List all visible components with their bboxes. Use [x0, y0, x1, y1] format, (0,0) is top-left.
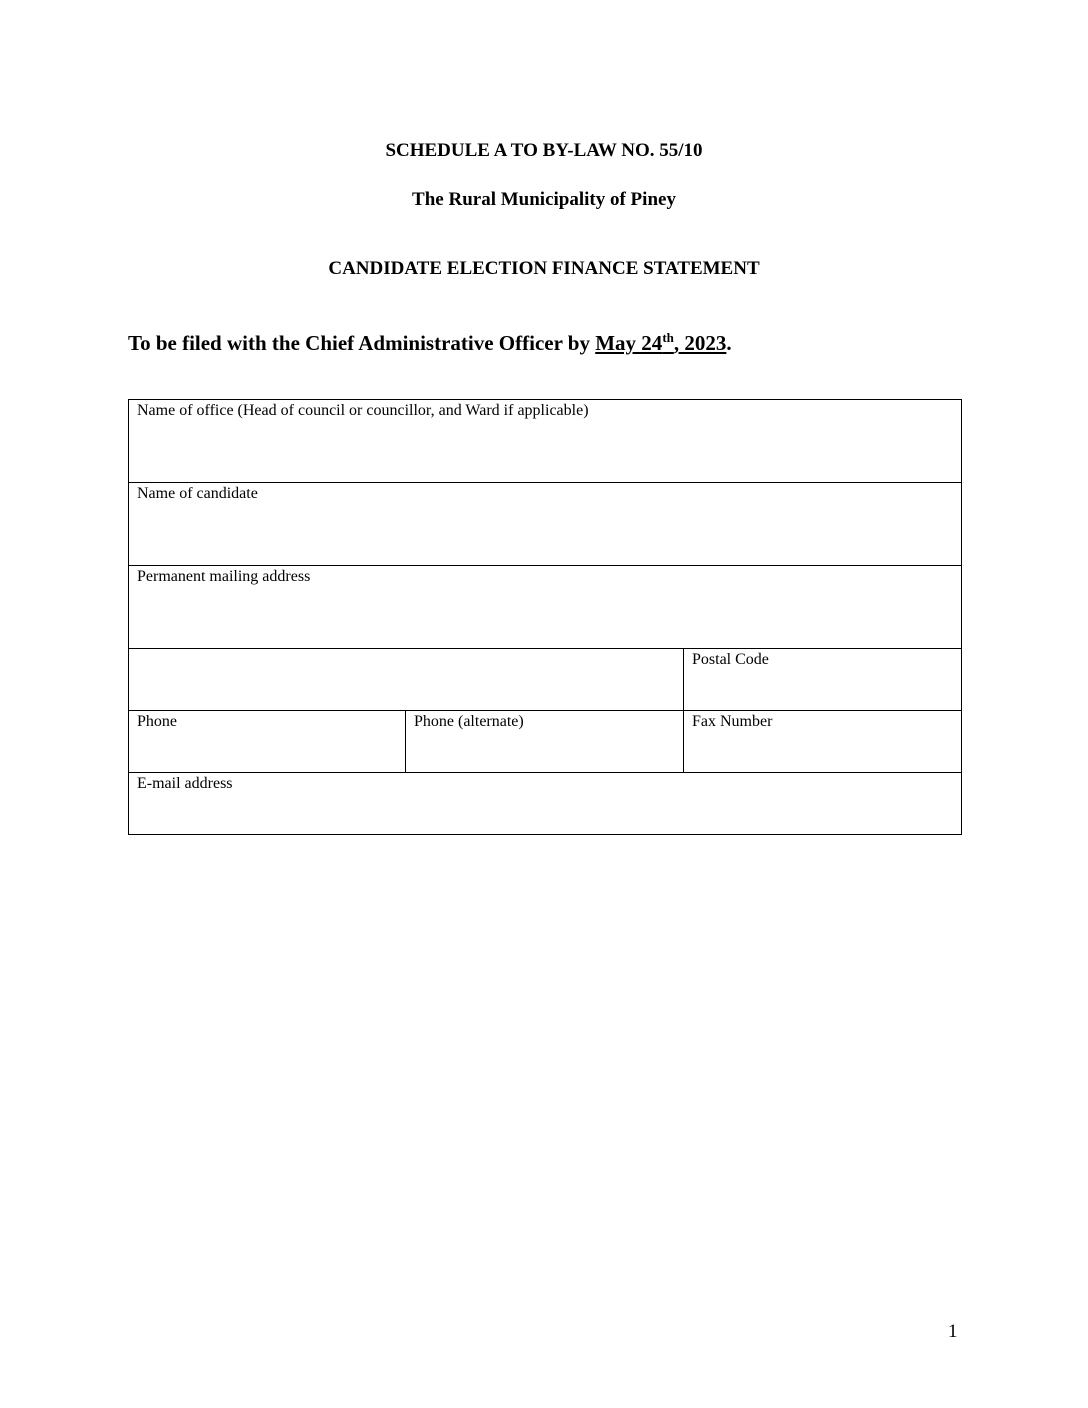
office-field[interactable] [129, 400, 962, 483]
schedule-title: SCHEDULE A TO BY-LAW NO. 55/10 [385, 140, 703, 161]
phone-label: Phone [137, 713, 177, 730]
phone-field[interactable] [129, 711, 406, 773]
candidate-name-field[interactable] [129, 483, 962, 566]
postal-code-field[interactable] [684, 649, 962, 711]
email-label: E-mail address [137, 775, 233, 792]
filing-prefix: To be filed with the Chief Administrative Officer by [128, 331, 596, 355]
municipality-name: The Rural Municipality of Piney [412, 189, 676, 210]
mailing-address-label: Permanent mailing address [137, 568, 311, 585]
phone-alternate-field[interactable] [406, 711, 684, 773]
filing-instruction [128, 331, 732, 356]
candidate-info-form [128, 399, 962, 835]
filing-end: . [726, 331, 732, 355]
candidate-name-label: Name of candidate [137, 485, 258, 502]
phone-alternate-label: Phone (alternate) [414, 713, 524, 730]
page-number: 1 [948, 1321, 958, 1342]
deadline-year: , 2023 [673, 331, 727, 355]
postal-code-label: Postal Code [692, 651, 769, 668]
mailing-address-field[interactable] [129, 566, 962, 649]
deadline-day-suffix: th [662, 330, 674, 345]
office-label: Name of office (Head of council or councillor, and Ward if applicable) [137, 402, 589, 419]
fax-number-field[interactable] [684, 711, 962, 773]
statement-title: CANDIDATE ELECTION FINANCE STATEMENT [328, 258, 760, 279]
fax-number-label: Fax Number [692, 713, 773, 730]
email-field[interactable] [129, 773, 962, 835]
address-continued-field[interactable] [129, 649, 684, 711]
deadline-day: May 24 [595, 331, 663, 355]
filing-deadline [595, 331, 726, 355]
